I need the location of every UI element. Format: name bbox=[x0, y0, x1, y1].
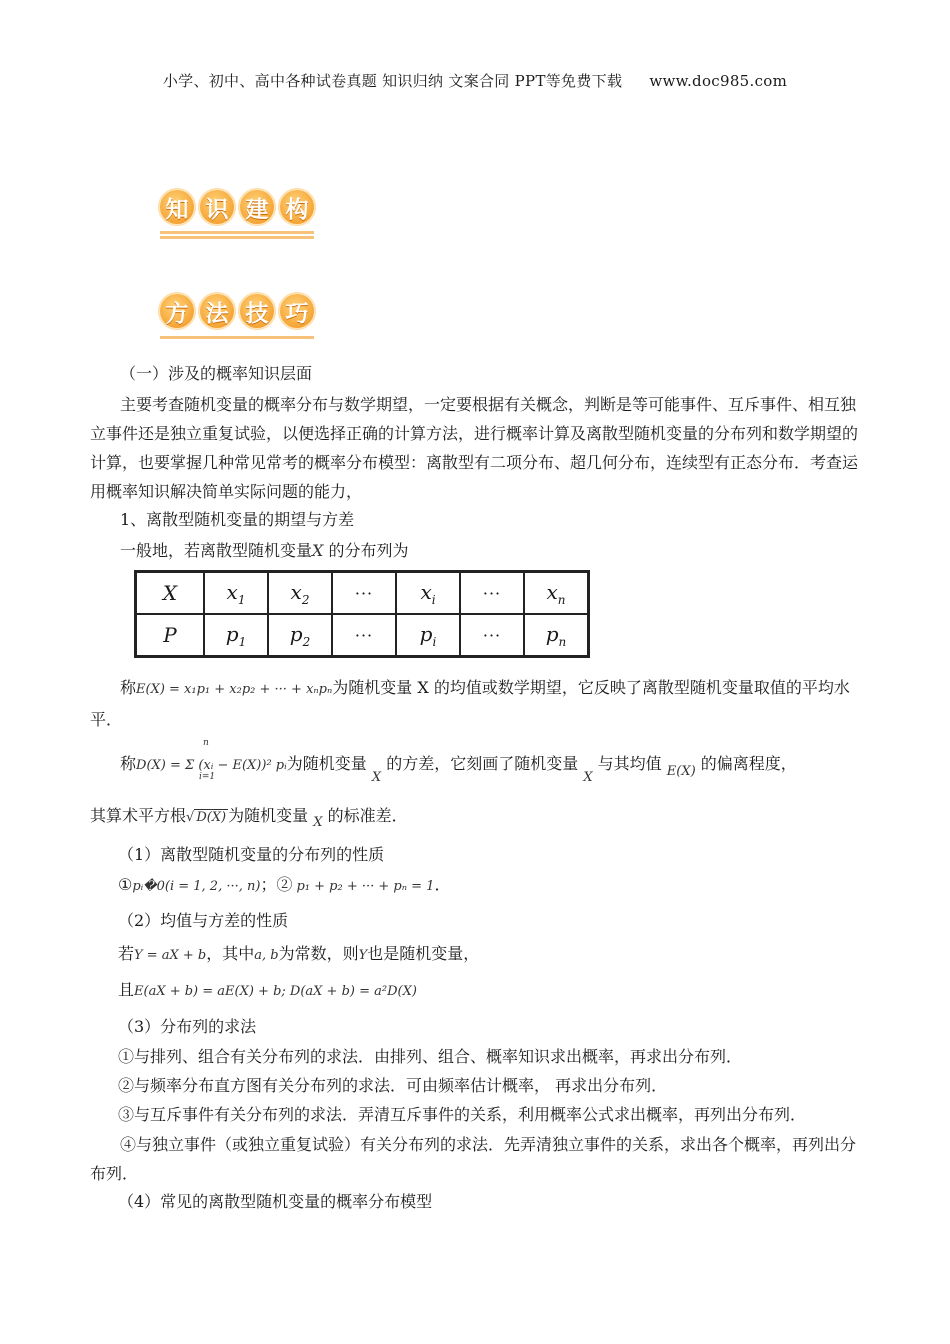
page-header bbox=[0, 70, 950, 91]
badge-char: 巧 bbox=[278, 292, 316, 330]
table-cell: $p_1$ bbox=[204, 614, 268, 657]
table-cell: ··· bbox=[332, 572, 396, 615]
table-cell: $p_n$ bbox=[524, 614, 589, 657]
text: ． bbox=[434, 875, 451, 894]
var-x: X bbox=[371, 770, 382, 785]
std-line bbox=[90, 802, 866, 832]
method-item: ①与排列、组合有关分布列的求法．由排列、组合、概率知识求出概率，再求出分布列． bbox=[118, 1047, 743, 1066]
method-tips-badge bbox=[158, 292, 318, 332]
header-url[interactable]: www.doc985.com bbox=[649, 72, 788, 90]
text: 也是随机变量， bbox=[367, 944, 480, 963]
badge-underline bbox=[160, 231, 314, 234]
table-cell: $x_i$ bbox=[396, 572, 460, 615]
var-x: X bbox=[312, 541, 324, 560]
header-text: 小学、初中、高中各种试卷真题 知识归纳 文案合同 PPT等免费下载 bbox=[162, 72, 623, 90]
text: 若 bbox=[118, 944, 135, 963]
formula: Y bbox=[358, 948, 368, 963]
badge-char: 识 bbox=[198, 188, 236, 226]
table-cell: $x_1$ bbox=[204, 572, 268, 615]
knowledge-structure-badge bbox=[158, 188, 318, 228]
text: 称 bbox=[120, 678, 137, 697]
var-x: X bbox=[313, 815, 323, 830]
table-cell: $p_i$ bbox=[396, 614, 460, 657]
badge-char: 法 bbox=[198, 292, 236, 330]
table-cell: P bbox=[136, 614, 205, 657]
badge-char: 知 bbox=[158, 188, 196, 226]
expectation-paragraph bbox=[90, 673, 866, 735]
table-cell: $p_2$ bbox=[268, 614, 332, 657]
prop2-line2 bbox=[118, 976, 894, 1006]
expectation-formula: E(X) = x₁p₁ + x₂p₂ + ··· + xₙpₙ bbox=[136, 682, 333, 697]
text: 的方差，它刻画了随机变量 bbox=[386, 754, 579, 773]
formula: E(aX + b) = aE(X) + b; D(aX + b) = a²D(X) bbox=[134, 984, 417, 999]
sqrt-sign: √ bbox=[186, 810, 195, 825]
text: 为随机变量 X 的均值或数学期望，它反映了离散型随机变量取值的平均水平． bbox=[90, 678, 850, 729]
sqrt-formula: D(X) bbox=[196, 810, 227, 825]
text: 为随机变量 bbox=[286, 754, 367, 773]
text: 一般地，若离散型随机变量 bbox=[120, 541, 313, 560]
text: 称 bbox=[120, 754, 137, 773]
prop1-formula-2: p₁ + p₂ + ··· + pₙ = 1 bbox=[296, 879, 435, 894]
method-item: ③与互斥事件有关分布列的求法．弄清互斥事件的关系，利用概率公式求出概率，再列出分布列． bbox=[118, 1105, 807, 1124]
text: 为随机变量 bbox=[228, 806, 309, 825]
formula: Y = aX + b bbox=[134, 948, 207, 963]
text: 的标准差． bbox=[327, 806, 408, 825]
method-item: ②与频率分布直方图有关分布列的求法．可由频率估计概率， 再求出分布列． bbox=[118, 1076, 668, 1095]
text: 且 bbox=[118, 980, 135, 999]
table-cell: ··· bbox=[460, 614, 524, 657]
method-item: ④与独立事件（或独立重复试验）有关分布列的求法．先弄清独立事件的关系，求出各个概率，再列出分布列． bbox=[90, 1135, 857, 1183]
table-row bbox=[136, 614, 589, 657]
intro-paragraph: 主要考查随机变量的概率分布与数学期望，一定要根据有关概念，判断是等可能事件、互斥事件、相互独立事件还是独立重复试验，以便选择正确的计算方法，进行概率计算及离散型随机变量的分布列和数学期望的计算，也要掌握几种常见常考的概率分布模型：离散型有二项分布、超几何分布，连续型有正态分布．考查运用概率知识解决简单实际问题的能力， bbox=[90, 395, 859, 501]
badge-char: 建 bbox=[238, 188, 276, 226]
table-cell: $x_n$ bbox=[524, 572, 589, 615]
prop2-title: （2）均值与方差的性质 bbox=[118, 911, 289, 930]
var-x: X bbox=[583, 770, 593, 785]
table-cell: X bbox=[136, 572, 205, 615]
text: 其算术平方根 bbox=[90, 806, 187, 825]
prop3-title: （3）分布列的求法 bbox=[118, 1017, 257, 1036]
section-title: （一）涉及的概率知识层面 bbox=[120, 364, 313, 383]
text: 的分布列为 bbox=[323, 541, 409, 560]
text: ，其中 bbox=[206, 944, 255, 963]
table-cell: $x_2$ bbox=[268, 572, 332, 615]
sum-upper: n bbox=[203, 738, 209, 748]
badge-char: 构 bbox=[278, 188, 316, 226]
badge-underline bbox=[160, 336, 314, 339]
heading-expectation-variance: 1、离散型随机变量的期望与方差 bbox=[120, 510, 355, 529]
ex-formula: E(X) bbox=[666, 764, 696, 779]
badge-underline bbox=[160, 236, 314, 239]
prop4-title: （4）常见的离散型随机变量的概率分布模型 bbox=[118, 1192, 433, 1211]
text: 的偏离程度， bbox=[700, 754, 797, 773]
variance-formula: D(X) = Σ (xᵢ − E(X))² pᵢ bbox=[136, 758, 287, 773]
text: ① bbox=[118, 875, 133, 894]
prop1-title: （1）离散型随机变量的分布列的性质 bbox=[118, 845, 385, 864]
badge-char: 方 bbox=[158, 292, 196, 330]
prop1-line bbox=[118, 871, 894, 901]
table-cell: ··· bbox=[332, 614, 396, 657]
distribution-intro bbox=[120, 537, 896, 565]
prop1-formula-1: pᵢ�0(i = 1, 2, ···, n) bbox=[132, 879, 261, 894]
badge-char: 技 bbox=[238, 292, 276, 330]
text: 与其均值 bbox=[597, 754, 662, 773]
text: ；② bbox=[260, 875, 293, 894]
distribution-table bbox=[134, 570, 590, 658]
text: 为常数，则 bbox=[278, 944, 359, 963]
table-row bbox=[136, 572, 589, 615]
formula: a, b bbox=[254, 948, 279, 963]
prop2-line1 bbox=[118, 940, 894, 970]
sum-lower: i=1 bbox=[199, 772, 216, 782]
table-cell: ··· bbox=[460, 572, 524, 615]
